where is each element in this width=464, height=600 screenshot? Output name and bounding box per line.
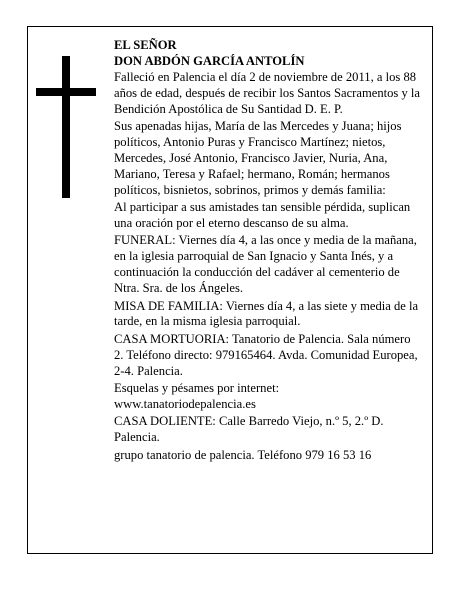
funeral-home-details: CASA MORTUORIA: Tanatorio de Palencia. Sala número 2. Teléfono directo: 979165464. Avda. Comunidad Europea, 2-4. Palencia. — [114, 331, 418, 378]
cross-horizontal-bar — [36, 88, 96, 96]
family-home-address: CASA DOLIENTE: Calle Barredo Viejo, n.º 5, 2.º D. Palencia. — [114, 414, 384, 445]
notice-text — [114, 38, 420, 465]
notice-title-line-1: EL SEÑOR — [114, 38, 177, 52]
family-list: Sus apenadas hijas, María de las Mercedes y Juana; hijos políticos, Antonio Puras y Francisco Martínez; nietos, Mercedes, José Antonio, Francisco Javier, Nuria, Ana, Mariano, Teresa y Rafael; hermano, Román; hermanos políticos, bisnietos, sobrinos, primos y demás familia: — [114, 119, 402, 197]
deceased-name: DON ABDÓN GARCÍA ANTOLÍN — [114, 53, 305, 68]
cross-vertical-bar — [62, 56, 70, 198]
death-announcement: Falleció en Palencia el día 2 de noviembre de 2011, a los 88 años de edad, después de recibir los Santos Sacramentos y la Bendición Apostólica de Su Santidad D. E. P. — [114, 69, 421, 116]
funeral-group-contact: grupo tanatorio de palencia. Teléfono 979 16 53 16 — [114, 447, 372, 462]
online-condolences: Esquelas y pésames por internet: www.tanatoriodepalencia.es — [114, 381, 280, 411]
funeral-details: FUNERAL: Viernes día 4, a las once y media de la mañana, en la iglesia parroquial de San Ignacio y Santa Inés, y a continuación la conducción del cadáver al cementerio de Ntra. Sra. de los Ángeles. — [114, 233, 417, 296]
cross-icon — [36, 56, 96, 198]
family-mass-details: MISA DE FAMILIA: Viernes día 4, a las siete y media de la tarde, en la misma iglesia parroquial. — [114, 298, 419, 329]
prayer-request: Al participar a sus amistades tan sensible pérdida, suplican una oración por el eterno descanso de su alma. — [114, 200, 411, 230]
